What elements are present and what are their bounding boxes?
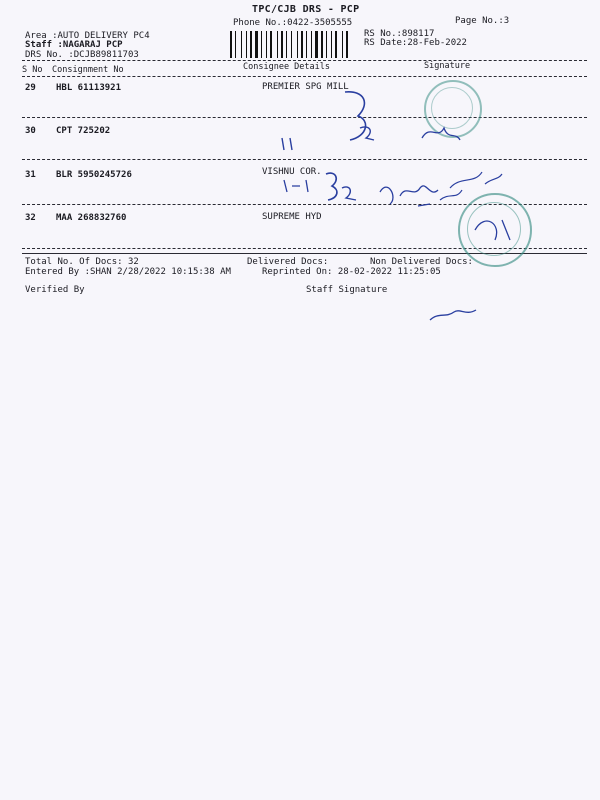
barcode-bar bbox=[270, 31, 272, 58]
barcode-bar bbox=[338, 31, 341, 58]
barcode-bar bbox=[335, 31, 337, 58]
verified-by: Verified By bbox=[25, 285, 85, 295]
column-signature: Signature bbox=[424, 61, 471, 71]
delivered-docs: Delivered Docs: bbox=[247, 257, 329, 267]
handwriting-ink bbox=[270, 80, 570, 340]
brace-mark bbox=[345, 92, 366, 140]
row-29-consignment: HBL 61113921 bbox=[56, 83, 122, 93]
barcode-bar bbox=[321, 31, 323, 58]
phone-number: Phone No.:0422-3505555 bbox=[233, 18, 353, 28]
barcode-bar bbox=[268, 31, 269, 58]
barcode-bar bbox=[241, 31, 242, 58]
barcode-bar bbox=[293, 31, 296, 58]
barcode-bar bbox=[277, 31, 278, 58]
barcode-bar bbox=[328, 31, 330, 58]
barcode-bar bbox=[331, 31, 332, 58]
barcode-bar bbox=[349, 31, 350, 58]
barcode-bar bbox=[259, 31, 260, 58]
barcode-bar bbox=[255, 31, 258, 58]
column-sno: S No bbox=[22, 65, 43, 75]
barcode-bar bbox=[291, 31, 292, 58]
brace-mark-2 bbox=[326, 173, 337, 200]
barcode-bar bbox=[266, 31, 267, 58]
barcode-bar bbox=[248, 31, 249, 58]
page-number: Page No.:3 bbox=[455, 16, 510, 26]
barcode-bar bbox=[235, 31, 236, 58]
rs-date: RS Date:28-Feb-2022 bbox=[364, 38, 467, 48]
barcode-bar bbox=[326, 31, 327, 58]
handwritten-mark bbox=[282, 138, 292, 150]
barcode-bar bbox=[311, 31, 312, 58]
barcode-bar bbox=[301, 31, 303, 58]
barcode-bar bbox=[313, 31, 314, 58]
barcode-bar bbox=[237, 31, 240, 58]
barcode-bar bbox=[246, 31, 247, 58]
barcode-bar bbox=[261, 31, 262, 58]
barcode-bar bbox=[346, 31, 348, 58]
entered-by: Entered By :SHAN 2/28/2022 10:15:38 AM bbox=[25, 267, 231, 277]
barcode-bar bbox=[319, 31, 320, 58]
column-consignee: Consignee Details bbox=[243, 62, 330, 72]
handwritten-signature bbox=[380, 186, 438, 204]
barcode-bar bbox=[230, 31, 232, 58]
barcode-bar bbox=[306, 31, 307, 58]
staff-label: Staff :NAGARAJ PCP bbox=[25, 40, 123, 50]
drs-number: DRS No. :DCJB89811703 bbox=[25, 50, 139, 60]
barcode-bar bbox=[279, 31, 280, 58]
rs-number: RS No.:898117 bbox=[364, 29, 435, 39]
document-title: TPC/CJB DRS - PCP bbox=[252, 4, 360, 15]
barcode-bar bbox=[299, 31, 300, 58]
barcode-bar bbox=[324, 31, 325, 58]
row-31-consignee: VISHNU COR. bbox=[262, 167, 322, 177]
row-30-sno: 30 bbox=[25, 126, 36, 136]
row-29-consignee: PREMIER SPG MILL bbox=[262, 82, 349, 92]
barcode-bar bbox=[344, 31, 345, 58]
barcode-bar bbox=[308, 31, 310, 58]
barcode-bar bbox=[263, 31, 265, 58]
barcode-bar bbox=[253, 31, 254, 58]
row-31-consignment: BLR 5950245726 bbox=[56, 170, 132, 180]
total-docs: Total No. Of Docs: 32 bbox=[25, 257, 139, 267]
column-consignment: Consignment No bbox=[52, 65, 124, 75]
staff-signature-ink bbox=[430, 310, 476, 320]
barcode-bar bbox=[333, 31, 334, 58]
handwritten-number bbox=[450, 172, 502, 188]
barcode-bar bbox=[273, 31, 276, 58]
staff-signature-label: Staff Signature bbox=[306, 285, 388, 295]
barcode-bar bbox=[233, 31, 234, 58]
barcode-bar bbox=[297, 31, 298, 58]
area-label: Area :AUTO DELIVERY PC4 bbox=[25, 31, 150, 41]
barcode-bar bbox=[304, 31, 305, 58]
row-32-consignee: SUPREME HYD bbox=[262, 212, 322, 222]
barcode bbox=[230, 31, 354, 58]
barcode-bar bbox=[315, 31, 318, 58]
row-29-sno: 29 bbox=[25, 83, 36, 93]
reprinted-on: Reprinted On: 28-02-2022 11:25:05 bbox=[262, 267, 441, 277]
barcode-bar bbox=[342, 31, 343, 58]
barcode-bar bbox=[243, 31, 245, 58]
header-divider bbox=[22, 60, 587, 61]
row-31-sno: 31 bbox=[25, 170, 36, 180]
row-32-sno: 32 bbox=[25, 213, 36, 223]
barcode-bar bbox=[250, 31, 252, 58]
row-32-consignment: MAA 268832760 bbox=[56, 213, 127, 223]
stamp-signature bbox=[422, 128, 460, 140]
column-divider bbox=[22, 76, 587, 77]
handwritten-count bbox=[284, 180, 308, 192]
barcode-bar bbox=[284, 31, 285, 58]
handwritten-note bbox=[418, 190, 462, 206]
row-30-consignment: CPT 725202 bbox=[56, 126, 111, 136]
delivery-signature bbox=[475, 220, 510, 240]
barcode-bar bbox=[281, 31, 283, 58]
barcode-bar bbox=[286, 31, 287, 58]
non-delivered-docs: Non Delivered Docs: bbox=[370, 257, 473, 267]
barcode-bar bbox=[288, 31, 290, 58]
handwritten-digit-2 bbox=[342, 187, 356, 200]
